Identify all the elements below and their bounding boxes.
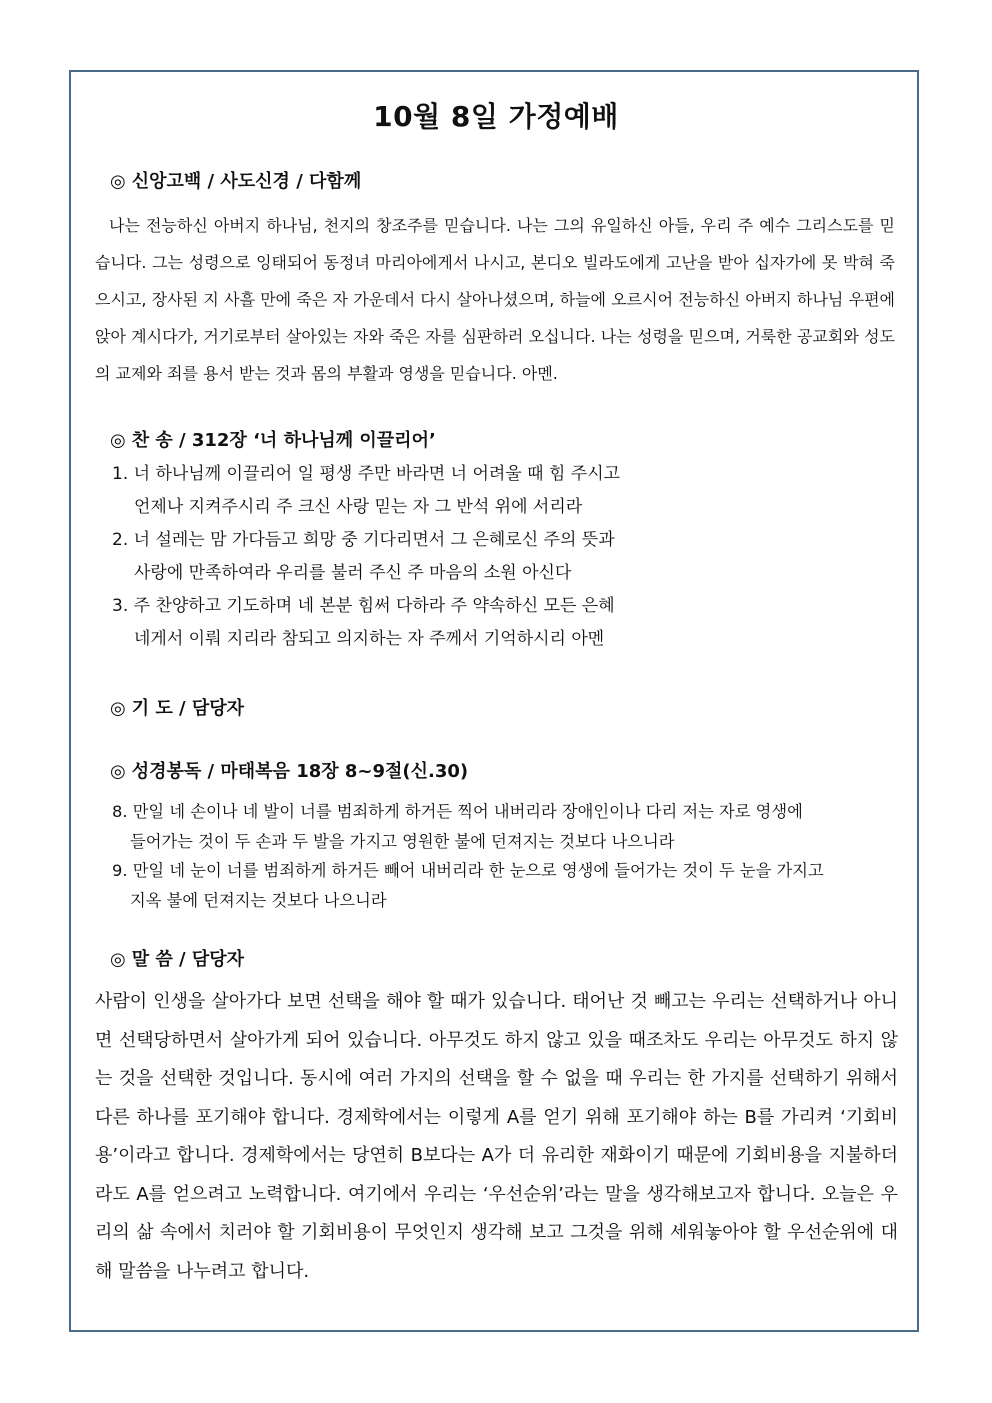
- hymn-verse-line: 2. 너 설레는 맘 가다듬고 희망 중 기다리면서 그 은혜로신 주의 뜻과: [112, 530, 615, 550]
- scripture-verse-line: 들어가는 것이 두 손과 두 발을 가지고 영원한 불에 던져지는 것보다 나으니라: [130, 831, 675, 851]
- scripture-verse-line: 9. 만일 네 눈이 너를 범죄하게 하거든 빼어 내버리라 한 눈으로 영생에 들어가는 것이 두 눈을 가지고: [112, 861, 824, 880]
- hymn-heading-text: 찬 송 / 312장 ‘너 하나님께 이끌리어’: [131, 430, 436, 451]
- hymn-verse-line: 네게서 이뤄 지리라 참되고 의지하는 자 주께서 기억하시리 아멘: [134, 629, 605, 649]
- creed-text: 나는 전능하신 아버지 하나님, 천지의 창조주를 믿습니다. 나는 그의 유일하신 아들, 우리 주 예수 그리스도를 믿습니다. 그는 성령으로 잉태되어 동정녀 마리아에게서 나시고, 본디오 빌라도에게 고난을 받아 십자가에 못 박혀 죽으시고, 장사된 지 사흘 만에 죽은 자 가운데서 다시 살아나셨으며, 하늘에 오르시어 전능하신 아버지 하나님 우편에 앉아 계시다가, 거기로부터 살아있는 자와 죽은 자를 심판하러 오십니다. 나는 성령을 믿으며, 거룩한 공교회와 성도의 교제와 죄를 용서 받는 것과 몸의 부활과 영생을 믿습니다. 아멘.: [95, 216, 895, 383]
- hymn-verse-line: 1. 너 하나님께 이끌리어 일 평생 주만 바라면 너 어려울 때 힘 주시고: [112, 464, 621, 484]
- hymn-verse: [112, 590, 832, 656]
- section-mark-icon: ◎: [110, 949, 126, 970]
- hymn-verse: [112, 524, 832, 590]
- section-heading-creed: [110, 167, 361, 193]
- hymn-verse-line: 언제나 지켜주시리 주 크신 사랑 믿는 자 그 반석 위에 서리라: [134, 497, 583, 517]
- creed-heading-text: 신앙고백 / 사도신경 / 다함께: [131, 171, 362, 192]
- section-heading-hymn: [110, 426, 436, 452]
- scripture-verse: [112, 856, 902, 915]
- section-heading-scripture: [110, 757, 468, 783]
- scripture-heading-text: 성경봉독 / 마태복음 18장 8~9절(신.30): [131, 761, 469, 782]
- section-heading-prayer: [110, 694, 244, 720]
- page-title: 10월 8일 가정예배: [373, 100, 619, 133]
- section-mark-icon: ◎: [110, 430, 126, 451]
- section-heading-sermon: [110, 945, 244, 971]
- prayer-heading-text: 기 도 / 담당자: [131, 698, 245, 719]
- sermon-text: 사람이 인생을 살아가다 보면 선택을 해야 할 때가 있습니다. 태어난 것 빼고는 우리는 선택하거나 아니면 선택당하면서 살아가게 되어 있습니다. 아무것도 하지 않고 있을 때조차도 우리는 아무것도 하지 않는 것을 선택한 것입니다. 동시에 여러 가지의 선택을 할 수 없을 때 우리는 한 가지를 선택하기 위해서 다른 하나를 포기해야 합니다. 경제학에서는 이렇게 A를 얻기 위해 포기해야 하는 B를 가리켜 ‘기회비용’이라고 합니다. 경제학에서는 당연히 B보다는 A가 더 유리한 재화이기 때문에 기회비용을 지불하더라도 A를 얻으려고 노력합니다. 여기에서 우리는 ‘우선순위’라는 말을 생각해보고자 합니다. 오늘은 우리의 삶 속에서 치러야 할 기회비용이 무엇인지 생각해 보고 그것을 위해 세워놓아야 할 우선순위에 대해 말씀을 나누려고 합니다.: [95, 991, 898, 1282]
- section-mark-icon: ◎: [110, 171, 126, 192]
- hymn-verse: [112, 458, 832, 524]
- hymn-verse-line: 3. 주 찬양하고 기도하며 네 본분 힘써 다하라 주 약속하신 모든 은혜: [112, 596, 615, 616]
- sermon-heading-text: 말 씀 / 담당자: [131, 949, 245, 970]
- hymn-verses: [112, 458, 832, 656]
- scripture-verse-line: 8. 만일 네 손이나 네 발이 너를 범죄하게 하거든 찍어 내버리라 장애인이나 다리 저는 자로 영생에: [112, 802, 803, 821]
- section-mark-icon: ◎: [110, 761, 126, 782]
- scripture-verse: [112, 797, 902, 856]
- scripture-verses: [112, 797, 902, 915]
- hymn-verse-line: 사랑에 만족하여라 우리를 불러 주신 주 마음의 소원 아신다: [134, 563, 572, 583]
- scripture-verse-line: 지옥 불에 던져지는 것보다 나으니라: [130, 890, 387, 910]
- section-mark-icon: ◎: [110, 698, 126, 719]
